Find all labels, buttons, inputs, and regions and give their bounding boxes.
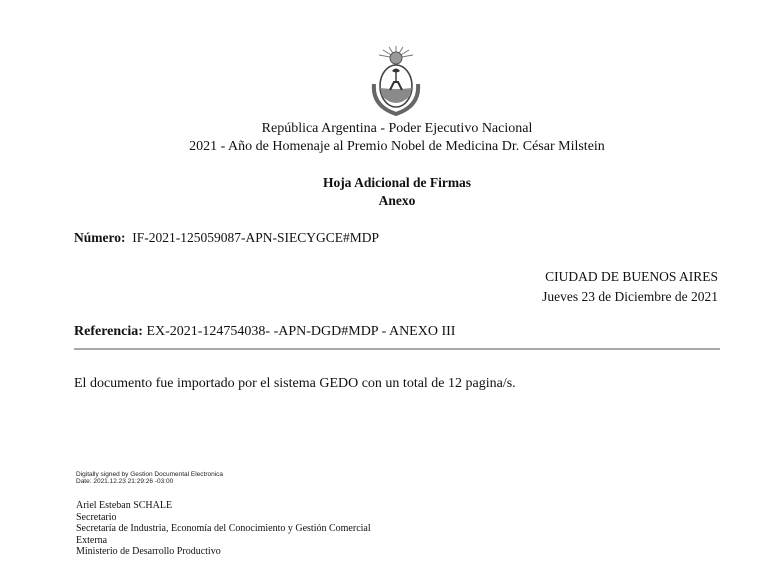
- referencia-value: EX-2021-124754038- -APN-DGD#MDP - ANEXO III: [146, 324, 456, 339]
- document-subtitle: Anexo: [378, 193, 416, 208]
- body-text: El documento fue importado por el sistema GEDO con un total de 12 pagina/s.: [74, 376, 516, 391]
- signer-office: Secretaría de Industria, Economía del Conocimiento y Gestión Comercial: [76, 523, 371, 535]
- numero-label: Número:: [74, 230, 126, 245]
- header-year-line: 2021 - Año de Homenaje al Premio Nobel de Medicina Dr. César Milstein: [189, 139, 605, 154]
- referencia-line: [74, 324, 455, 340]
- signer-type: Externa: [76, 534, 108, 546]
- referencia-label: Referencia:: [74, 324, 143, 339]
- signer-name: Ariel Esteban SCHALE: [76, 500, 173, 511]
- divider: [74, 348, 720, 350]
- digital-signature-date: Date: 2021.12.23 21:29:26 -03:00: [76, 478, 174, 485]
- signer-role: Secretario: [76, 511, 117, 523]
- signer-ministry: Ministerio de Desarrollo Productivo: [76, 546, 221, 558]
- digital-signature-signed-by: Digitally signed by Gestion Documental Electronica: [76, 471, 224, 478]
- numero-value: IF-2021-125059087-APN-SIECYGCE#MDP: [132, 230, 380, 245]
- header-republic-line: República Argentina - Poder Ejecutivo Nacional: [261, 121, 533, 136]
- document-title: Hoja Adicional de Firmas: [322, 175, 472, 190]
- city: CIUDAD DE BUENOS AIRES: [545, 269, 718, 284]
- argentina-coat-of-arms-icon: [368, 44, 424, 118]
- signer-block: [76, 500, 371, 558]
- digital-signature-stamp: [76, 471, 223, 485]
- numero-line: [74, 230, 379, 246]
- document-date: Jueves 23 de Diciembre de 2021: [542, 289, 718, 304]
